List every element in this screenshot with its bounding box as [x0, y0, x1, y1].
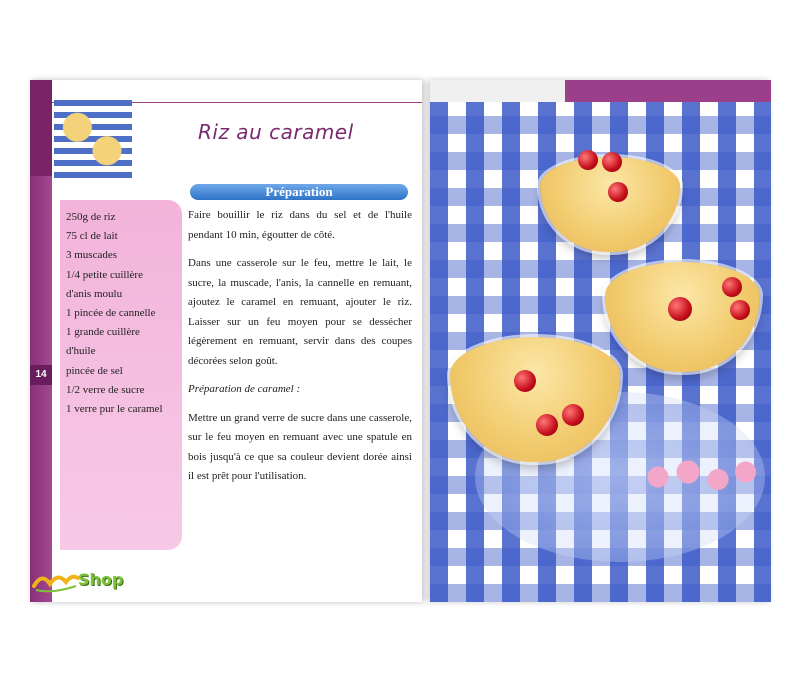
cherry [730, 300, 750, 320]
right-page [430, 80, 771, 602]
cherry [536, 414, 558, 436]
cherry [562, 404, 584, 426]
preparation-paragraph: Faire bouillir le riz dans du sel et de l'huile pendant 10 min, égoutter de côté. [188, 209, 412, 241]
purple-side-bar-top [30, 80, 52, 176]
dessert-photo [430, 102, 771, 602]
ingredient-item: d'anis moulu [66, 287, 123, 300]
cherry [668, 297, 692, 321]
ingredient-item: 250g de riz [66, 211, 116, 223]
cherry [608, 182, 628, 202]
page-number: 14 [30, 365, 52, 385]
ingredient-item: 1 grande cuillère [66, 326, 140, 339]
ingredient-item: 1/4 petite cuillère [66, 268, 143, 281]
ingredient-item: 1/2 verre de sucre [66, 383, 145, 396]
caramel-paragraph: Mettre un grand verre de sucre dans une casserole, sur le feu moyen en remuant avec une spatule en bois jusqu'à ce que sa couleur devient dorée ainsi il est prêt pour l'utilisation. [188, 411, 412, 482]
caramel-heading: Préparation de caramel : [188, 383, 301, 395]
shop-logo [30, 566, 170, 600]
cherry [602, 152, 622, 172]
cherry [578, 150, 598, 170]
purple-header-band [565, 80, 771, 102]
ingredient-item: 1 verre pur le caramel [66, 403, 163, 416]
swoosh-icon [32, 568, 80, 594]
recipe-thumbnail-image [54, 100, 132, 178]
ingredients-box [60, 200, 182, 550]
ingredient-item: pincée de sel [66, 364, 123, 377]
pink-flowers [640, 452, 760, 502]
recipe-title: Riz au caramel [198, 120, 354, 144]
left-page [30, 80, 422, 602]
shop-logo-text: Shop [78, 570, 124, 589]
ingredient-item: 75 cl de lait [66, 230, 118, 243]
preparation-header: Préparation [190, 184, 408, 200]
preparation-text [188, 206, 412, 496]
ingredient-item: d'huile [66, 345, 96, 358]
ingredients-list [60, 208, 182, 419]
cherry [514, 370, 536, 392]
ingredient-item: 3 muscades [66, 249, 118, 262]
ingredient-item: 1 pincée de cannelle [66, 307, 156, 320]
preparation-paragraph: Dans une casserole sur le feu, mettre le lait, le sucre, la muscade, l'anis, la cannelle en remuant, ajoutez le caramel en remuant, ajouter le riz. Laisser sur un feu moyen pour se dessécher légèrement en remuant, servir dans des coupes décorées selon goût. [188, 257, 412, 367]
cherry [722, 277, 742, 297]
